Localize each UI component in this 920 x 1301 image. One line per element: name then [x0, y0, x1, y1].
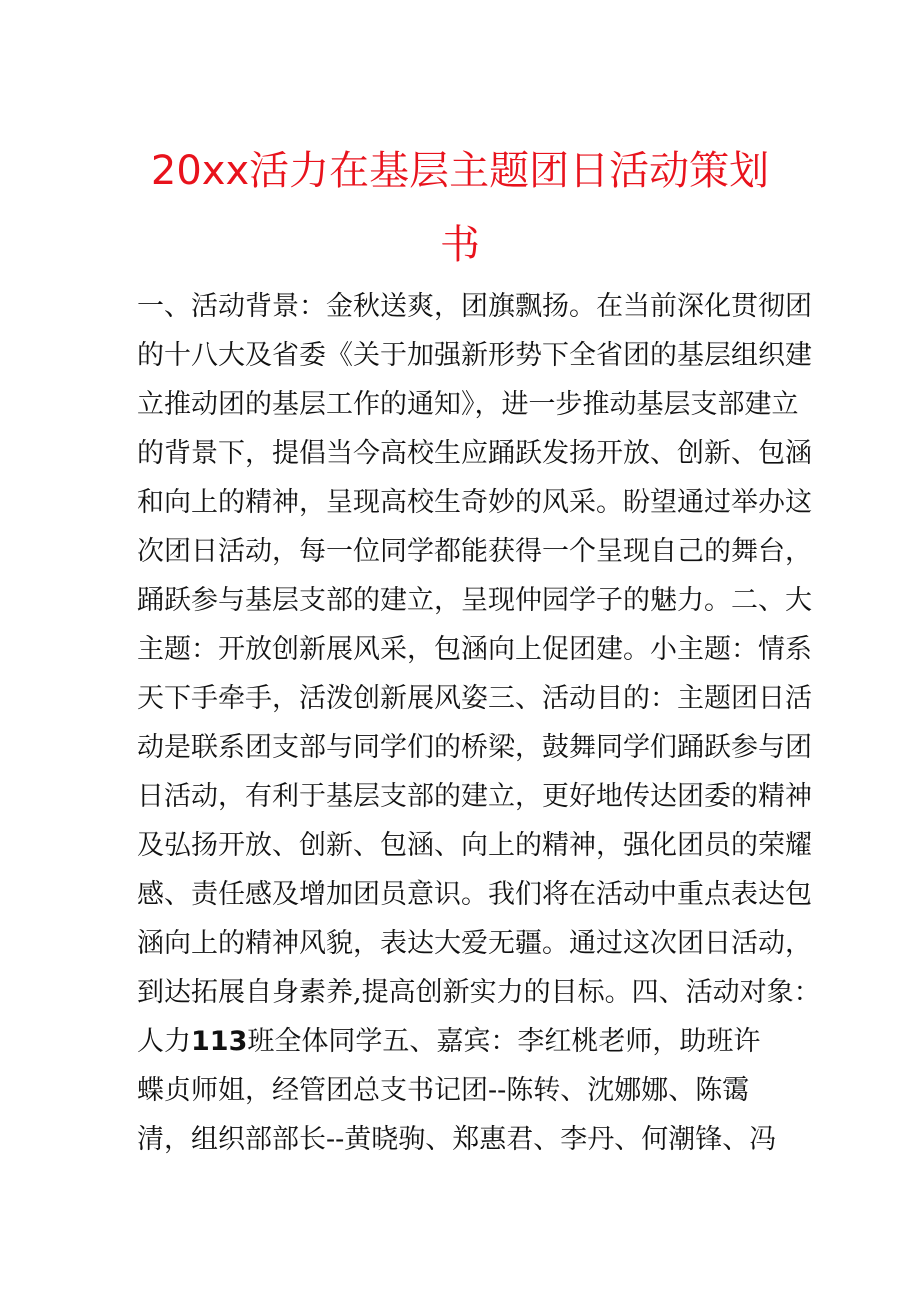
body-text-line: 主题：开放创新展风采，包涵向上促团建。小主题：情系: [137, 634, 812, 665]
body-text-line: 蝶贞师姐，经管团总支书记团--陈转、沈娜娜、陈霭: [137, 1075, 750, 1106]
body-text-line: 清，组织部部长--黄晓驹、郑惠君、李丹、何潮锋、冯: [137, 1124, 777, 1155]
body-text-line: 的十八大及省委《关于加强新形势下全省团的基层组织建: [137, 340, 812, 371]
body-text-line: 天下手牵手，活泼创新展风姿三、活动目的：主题团日活: [137, 683, 812, 714]
body-text-line: 到达拓展自身素养,提高创新实力的目标。四、活动对象：: [137, 977, 821, 1008]
body-text-line: 一、活动背景：金秋送爽，团旗飘扬。在当前深化贯彻团: [137, 291, 812, 322]
body-text-line: [137, 1025, 760, 1059]
body-text-line: 次团日活动，每一位同学都能获得一个呈现自己的舞台，: [137, 536, 812, 567]
document-title-line-1: 20xx活力在基层主题团日活动策划: [150, 148, 770, 194]
body-text-line: 踊跃参与基层支部的建立，呈现仲园学子的魅力。二、大: [137, 585, 812, 616]
body-text-line: 和向上的精神，呈现高校生奇妙的风采。盼望通过举办这: [137, 487, 812, 518]
line-suffix: 班全体同学五、嘉宾：李红桃老师，助班许: [247, 1026, 761, 1057]
body-text-line: 及弘扬开放、创新、包涵、向上的精神，强化团员的荣耀: [137, 830, 812, 861]
body-text-line: 涵向上的精神风貌，表达大爱无疆。通过这次团日活动，: [137, 928, 812, 959]
line-prefix: 人力: [137, 1026, 191, 1057]
body-text-line: 感、责任感及增加团员意识。我们将在活动中重点表达包: [137, 879, 812, 910]
body-text-line: 的背景下，提倡当今高校生应踊跃发扬开放、创新、包涵: [137, 438, 812, 469]
body-text-line: 日活动，有利于基层支部的建立，更好地传达团委的精神: [137, 781, 812, 812]
class-number: 113: [191, 1026, 248, 1057]
document-title-line-2: 书: [440, 222, 480, 268]
body-text-line: 动是联系团支部与同学们的桥梁，鼓舞同学们踊跃参与团: [137, 732, 812, 763]
body-text-line: 立推动团的基层工作的通知》，进一步推动基层支部建立: [137, 389, 799, 420]
